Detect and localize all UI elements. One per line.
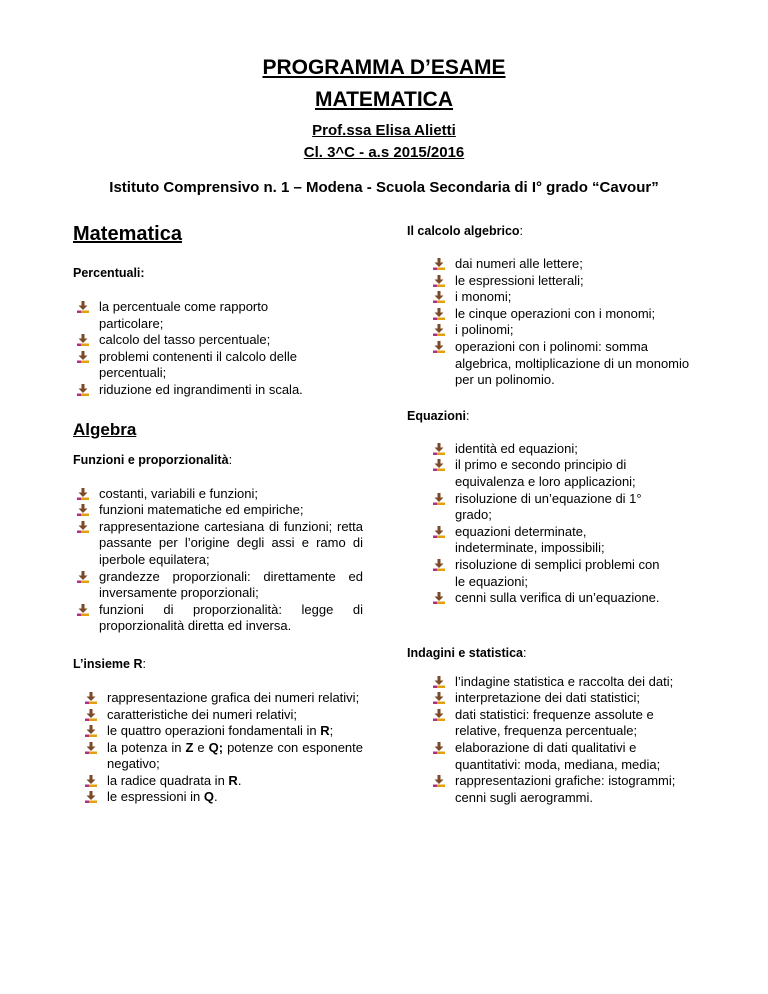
list-item: le espressioni letterali; (429, 273, 692, 290)
arrow-bullet-icon (77, 301, 89, 313)
arrow-bullet-icon (433, 275, 445, 287)
list-item: i polinomi; (429, 322, 692, 339)
list-item: riduzione ed ingrandimenti in scala. (73, 382, 363, 399)
list-item: i monomi; (429, 289, 692, 306)
list-item: equazioni determinate, indeterminate, impossibili; (429, 524, 672, 557)
list-item: la radice quadrata in R. (81, 773, 363, 790)
list-item: costanti, variabili e funzioni; (73, 486, 363, 503)
list-item: rappresentazione cartesiana di funzioni; retta passante per l’origine degli assi e ramo di iperbole equilatera; (73, 519, 363, 569)
list-item: identità ed equazioni; (429, 441, 672, 458)
list-item: le quattro operazioni fondamentali in R; (81, 723, 363, 740)
list-item: elaborazione di dati qualitativi e quantitativi: moda, mediana, media; (429, 740, 692, 773)
arrow-bullet-icon (77, 351, 89, 363)
arrow-bullet-icon (85, 775, 97, 787)
list-item: cenni sulla verifica di un’equazione. (429, 590, 672, 607)
right-column (407, 222, 692, 806)
arrow-bullet-icon (77, 384, 89, 396)
arrow-bullet-icon (433, 742, 445, 754)
arrow-bullet-icon (433, 775, 445, 787)
list-item: rappresentazioni grafiche: istogrammi; cenni sugli aerogrammi. (429, 773, 692, 806)
arrow-bullet-icon (433, 324, 445, 336)
arrow-bullet-icon (433, 443, 445, 455)
school-name: Istituto Comprensivo n. 1 – Modena - Scuola Secondaria di I° grado “Cavour” (109, 179, 659, 196)
arrow-bullet-icon (77, 504, 89, 516)
arrow-bullet-icon (85, 742, 97, 754)
arrow-bullet-icon (433, 676, 445, 688)
arrow-bullet-icon (433, 592, 445, 604)
list-item: la percentuale come rapporto particolare; (73, 299, 363, 332)
teacher-name: Prof.ssa Elisa Alietti (312, 122, 456, 139)
equazioni-list (429, 441, 692, 607)
list-item: funzioni di proporzionalità: legge di proporzionalità diretta ed inversa. (73, 602, 363, 635)
left-column (73, 222, 363, 806)
subsection-title-insieme-r: L’insieme R: (73, 656, 146, 671)
list-item: calcolo del tasso percentuale; (73, 332, 363, 349)
section-heading-algebra: Algebra (73, 419, 137, 439)
document-header (0, 52, 768, 164)
arrow-bullet-icon (433, 709, 445, 721)
list-item: le cinque operazioni con i monomi; (429, 306, 692, 323)
arrow-bullet-icon (77, 571, 89, 583)
list-item: dai numeri alle lettere; (429, 256, 692, 273)
subsection-title-calcolo-algebrico: Il calcolo algebrico: (407, 224, 524, 238)
calcolo-list (429, 256, 692, 389)
list-item: dati statistici: frequenze assolute e relative, frequenza percentuale; (429, 707, 692, 740)
list-item: l’indagine statistica e raccolta dei dati; (429, 674, 692, 691)
section-heading-matematica: Matematica (73, 223, 182, 245)
funzioni-list (73, 486, 363, 635)
list-item: grandezze proporzionali: direttamente ed inversamente proporzionali; (73, 569, 363, 602)
arrow-bullet-icon (77, 521, 89, 533)
list-item: rappresentazione grafica dei numeri relativi; (81, 690, 363, 707)
subsection-title-funzioni: Funzioni e proporzionalità: (73, 452, 233, 467)
list-item: interpretazione dei dati statistici; (429, 690, 692, 707)
subsection-title-indagini: Indagini e statistica: (407, 645, 527, 660)
list-item: funzioni matematiche ed empiriche; (73, 502, 363, 519)
arrow-bullet-icon (433, 291, 445, 303)
indagini-list (429, 674, 692, 807)
arrow-bullet-icon (85, 709, 97, 721)
list-item: risoluzione di semplici problemi con le equazioni; (429, 557, 672, 590)
arrow-bullet-icon (85, 791, 97, 803)
list-item: caratteristiche dei numeri relativi; (81, 707, 363, 724)
arrow-bullet-icon (433, 559, 445, 571)
arrow-bullet-icon (77, 604, 89, 616)
arrow-bullet-icon (433, 526, 445, 538)
title-line-1: PROGRAMMA D’ESAME (262, 56, 506, 79)
list-item: la potenza in Z e Q; potenze con esponente negativo; (81, 740, 363, 773)
arrow-bullet-icon (433, 692, 445, 704)
arrow-bullet-icon (433, 493, 445, 505)
arrow-bullet-icon (77, 488, 89, 500)
subsection-title-equazioni: Equazioni: (407, 408, 470, 423)
arrow-bullet-icon (433, 308, 445, 320)
subsection-title-percentuali: Percentuali: (73, 266, 145, 280)
list-item: operazioni con i polinomi: somma algebrica, moltiplicazione di un monomio per un polinomio. (429, 339, 692, 389)
class-year: Cl. 3^C - a.s 2015/2016 (303, 144, 465, 161)
arrow-bullet-icon (433, 258, 445, 270)
insieme-r-list (81, 690, 363, 806)
arrow-bullet-icon (433, 341, 445, 353)
title-line-2: MATEMATICA (314, 88, 454, 111)
list-item: il primo e secondo principio di equivalenza e loro applicazioni; (429, 457, 672, 490)
arrow-bullet-icon (433, 459, 445, 471)
percentuali-list (73, 299, 363, 399)
arrow-bullet-icon (77, 334, 89, 346)
list-item: le espressioni in Q. (81, 789, 363, 806)
list-item: problemi contenenti il calcolo delle percentuali; (73, 349, 363, 382)
arrow-bullet-icon (85, 725, 97, 737)
arrow-bullet-icon (85, 692, 97, 704)
list-item: risoluzione di un’equazione di 1° grado; (429, 491, 672, 524)
